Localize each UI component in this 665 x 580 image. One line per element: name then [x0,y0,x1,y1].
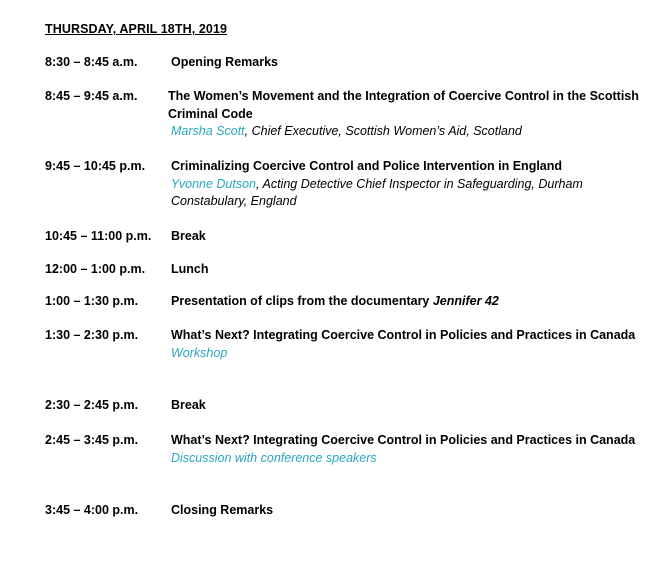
session-title-text: Presentation of clips from the documentary [171,294,433,308]
session-time: 8:30 – 8:45 a.m. [45,55,138,69]
date-heading: THURSDAY, APRIL 18TH, 2019 [45,22,228,36]
session-title: What’s Next? Integrating Coercive Control in Policies and Practices in Canada [171,433,636,447]
schedule-row-closing-remarks [45,502,645,520]
session-note: Discussion with conference speakers [171,450,377,465]
session-title: Closing Remarks [171,503,274,517]
session-title: Lunch [171,262,209,276]
speaker-name: Marsha Scott [171,124,245,138]
session-title: Break [171,229,206,243]
session-title [171,293,645,311]
schedule-row-criminalizing-coercive-control [45,158,645,211]
session-title: The Women’s Movement and the Integration of Coercive Control in the Scottish Criminal Code [168,89,639,121]
session-speaker [171,176,645,211]
schedule-row-documentary-clips [45,293,645,311]
session-time: 10:45 – 11:00 p.m. [45,229,152,243]
session-title: What’s Next? Integrating Coercive Control in Policies and Practices in Canada [171,328,636,342]
session-title: Opening Remarks [171,55,278,69]
schedule-row-womens-movement [45,88,645,141]
schedule-row-break [45,228,645,246]
session-note: Workshop [171,345,228,360]
session-time: 8:45 – 9:45 a.m. [45,89,138,103]
session-title: Break [171,398,206,412]
session-time: 12:00 – 1:00 p.m. [45,262,146,276]
schedule-row-break-afternoon [45,397,645,415]
session-time: 2:30 – 2:45 p.m. [45,398,139,412]
speaker-role: , Chief Executive, Scottish Women’s Aid, Scotland [244,124,522,138]
session-time: 1:30 – 2:30 p.m. [45,328,139,342]
speaker-role: , Acting Detective Chief Inspector in Safeguarding, Durham Constabulary, England [171,176,583,208]
session-title: Criminalizing Coercive Control and Police Intervention in England [171,159,563,173]
documentary-title: Jennifer 42 [432,294,499,308]
session-time: 9:45 – 10:45 p.m. [45,159,146,173]
schedule-row-lunch [45,261,645,279]
session-time: 3:45 – 4:00 p.m. [45,503,139,517]
speaker-name: Yvonne Dutson [171,176,257,191]
session-time: 2:45 – 3:45 p.m. [45,433,139,447]
session-time: 1:00 – 1:30 p.m. [45,294,139,308]
schedule-row-whats-next-workshop [45,327,645,362]
schedule-row-whats-next-discussion [45,432,645,467]
schedule-row-opening-remarks [45,54,645,72]
session-speaker [171,123,645,141]
